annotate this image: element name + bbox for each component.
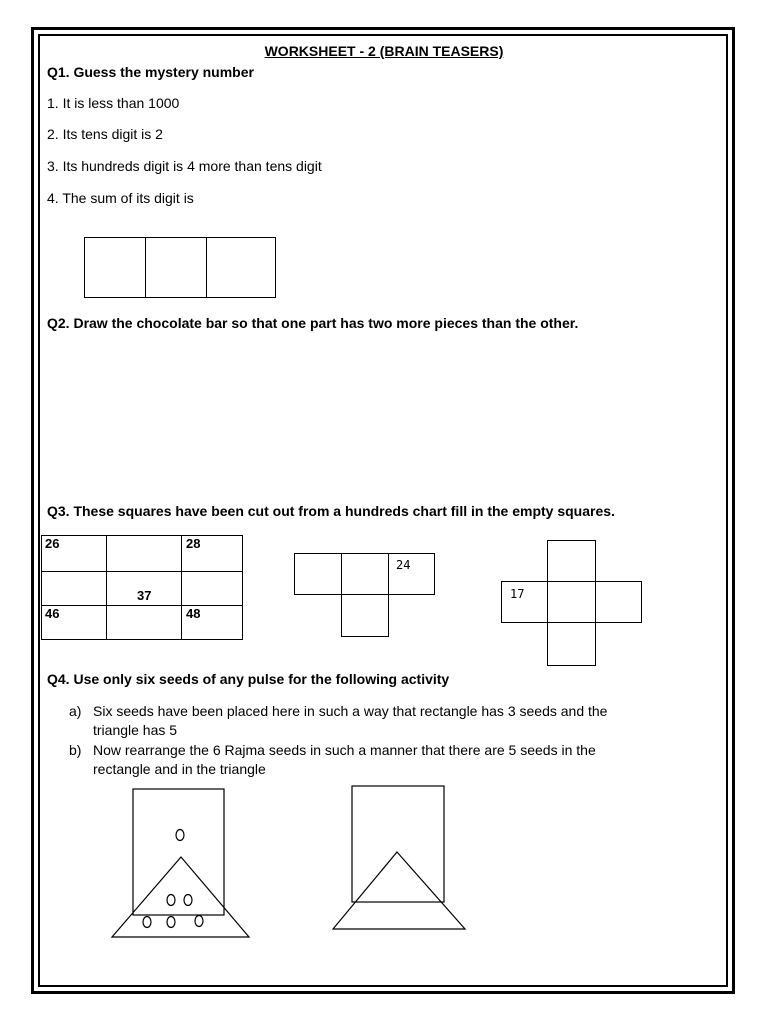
seed-icon[interactable] [143, 917, 151, 928]
q4-item-a-marker: a) [69, 703, 82, 719]
q4-item-b-marker: b) [69, 742, 82, 758]
q4-item-b-line2: rectangle and in the triangle [93, 761, 266, 777]
q1-clue-4: 4. The sum of its digit is [47, 190, 194, 206]
q4-heading: Q4. Use only six seeds of any pulse for the following activity [47, 671, 450, 687]
q3-heading: Q3. These squares have been cut out from a hundreds chart fill in the empty squares. [47, 503, 615, 519]
q4-item-a-line1: Six seeds have been placed here in such a way that rectangle has 3 seeds and the [93, 703, 608, 719]
worksheet-title: WORKSHEET - 2 (BRAIN TEASERS) [264, 43, 504, 59]
figure-b-triangle [333, 852, 465, 929]
number-17: 17 [510, 587, 525, 601]
q1-clue-2: 2. Its tens digit is 2 [47, 126, 163, 142]
number-46: 46 [45, 606, 60, 621]
seed-icon[interactable] [167, 917, 175, 928]
number-28: 28 [186, 536, 201, 551]
q4-item-b-line1: Now rearrange the 6 Rajma seeds in such a manner that there are 5 seeds in the [93, 742, 596, 758]
number-26: 26 [45, 536, 60, 551]
number-48: 48 [186, 606, 201, 621]
seed-icon[interactable] [184, 895, 192, 906]
seed-icon[interactable] [195, 916, 203, 927]
q1-clue-1: 1. It is less than 1000 [47, 95, 180, 111]
q1-heading: Q1. Guess the mystery number [47, 64, 254, 80]
number-24: 24 [396, 558, 411, 572]
q1-clue-3: 3. Its hundreds digit is 4 more than tens digit [47, 158, 322, 174]
figure-b-rectangle [352, 786, 444, 902]
q4-item-a-line2: triangle has 5 [93, 722, 178, 738]
number-37: 37 [137, 588, 152, 603]
seed-icon[interactable] [167, 895, 175, 906]
seed-icon[interactable] [176, 830, 184, 841]
q2-heading: Q2. Draw the chocolate bar so that one part has two more pieces than the other. [47, 315, 579, 331]
